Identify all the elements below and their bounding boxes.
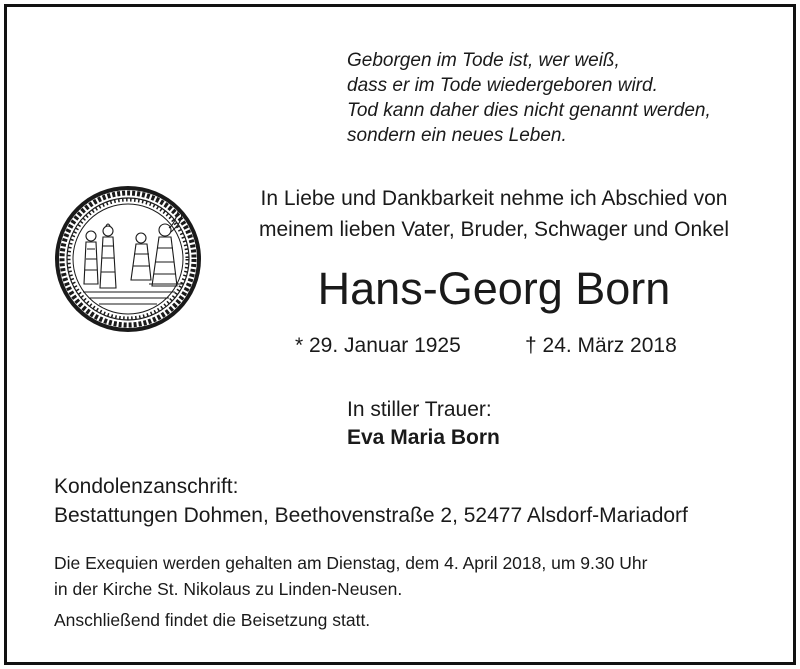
condolence-address (54, 472, 688, 530)
intro-line: meinem lieben Vater, Bruder, Schwager und Onkel (258, 218, 730, 241)
poem-line: dass er im Tode wiedergeboren wird. (347, 75, 658, 96)
mourner-name: Eva Maria Born (347, 426, 500, 449)
medallion-graphic (53, 184, 203, 334)
birth-date: * 29. Januar 1925 (295, 334, 461, 357)
death-date: † 24. März 2018 (525, 334, 677, 357)
intro-line: In Liebe und Dankbarkeit nehme ich Abschied von (260, 187, 728, 210)
service-line: Die Exequien werden gehalten am Dienstag, dem 4. April 2018, um 9.30 Uhr (54, 553, 648, 573)
obituary-frame (4, 4, 796, 665)
mourning-heading: In stiller Trauer: (347, 398, 492, 421)
poem-line: Geborgen im Tode ist, wer weiß, (347, 50, 620, 71)
religious-medallion-icon (53, 184, 203, 334)
condolence-label: Kondolenzanschrift: (54, 475, 239, 498)
farewell-intro (229, 183, 759, 245)
service-details (54, 550, 647, 633)
service-line: in der Kirche St. Nikolaus zu Linden-Neusen. (54, 579, 403, 599)
poem-line: Tod kann daher dies nicht genannt werden, (347, 100, 711, 121)
mourning-block (347, 396, 500, 452)
poem-quote (347, 48, 711, 148)
poem-line: sondern ein neues Leben. (347, 125, 567, 146)
condolence-address-text: Bestattungen Dohmen, Beethovenstraße 2, 52477 Alsdorf-Mariadorf (54, 504, 688, 527)
service-line: Anschließend findet die Beisetzung statt. (54, 610, 371, 630)
deceased-name: Hans-Georg Born (317, 263, 671, 314)
